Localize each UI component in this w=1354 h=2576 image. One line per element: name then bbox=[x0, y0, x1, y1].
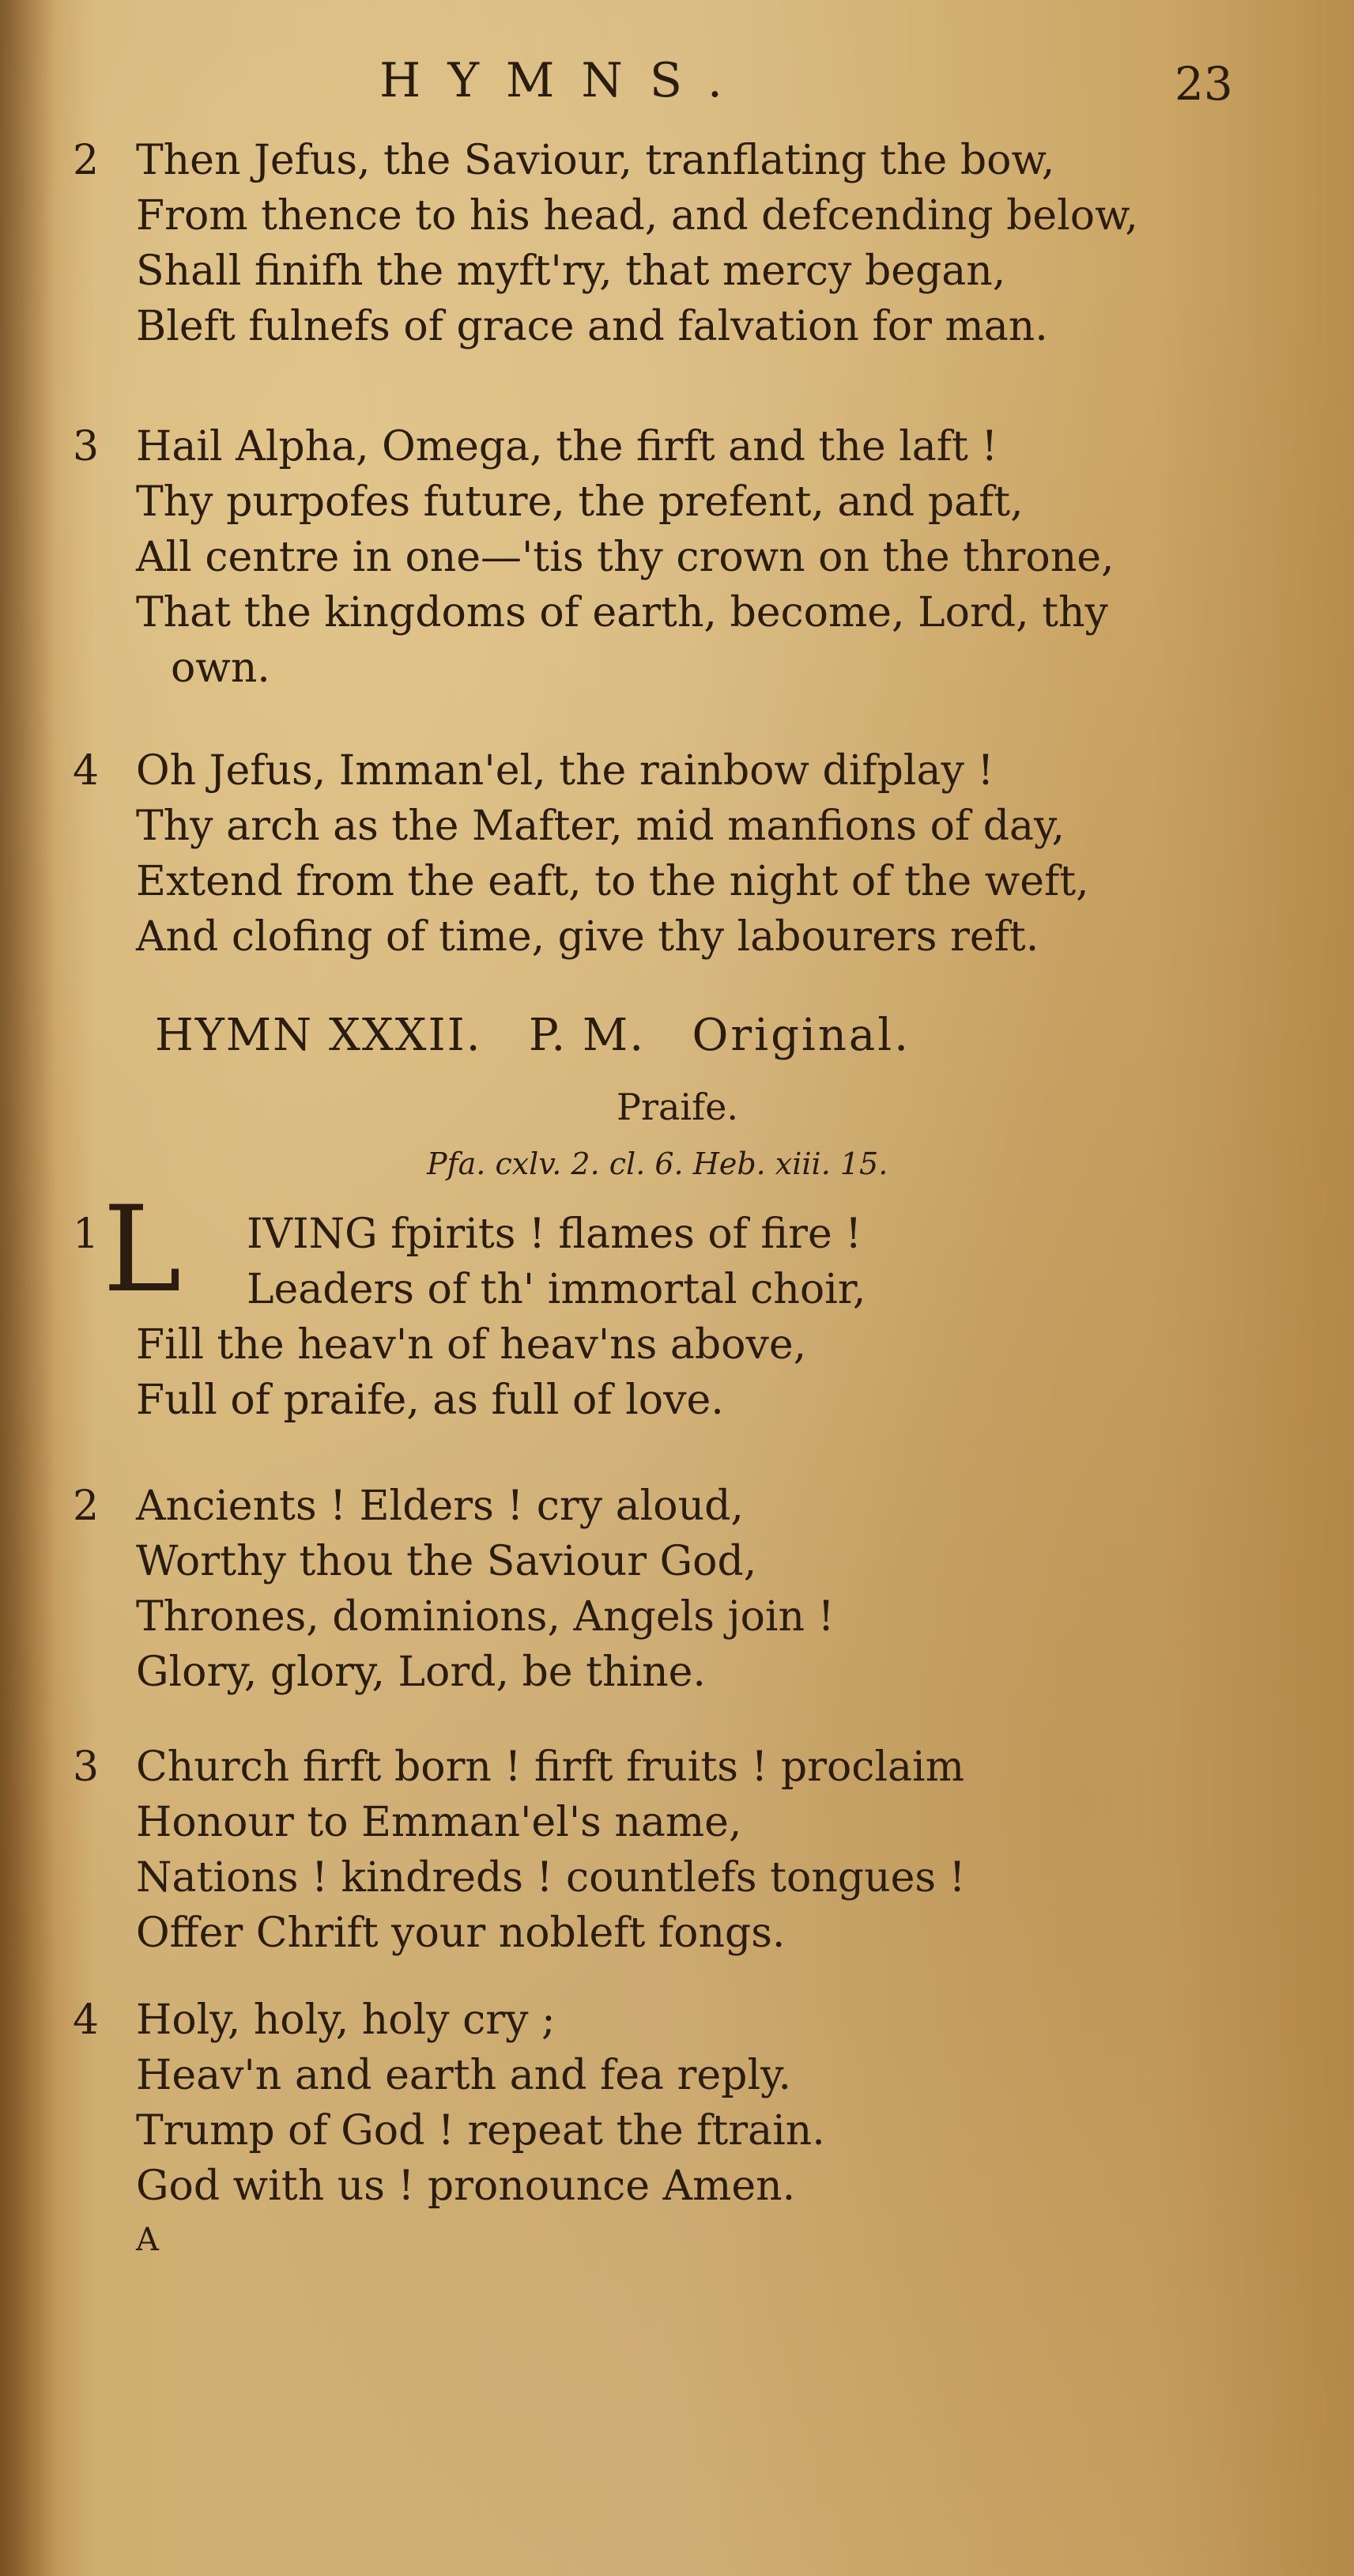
hymn-heading bbox=[155, 1006, 911, 1066]
spine-shadow bbox=[0, 0, 55, 2576]
stanza-prev-3 bbox=[73, 419, 1115, 696]
stanza-hymn-2 bbox=[73, 1479, 834, 1700]
verse-line: Worthy thou the Saviour God, bbox=[136, 1538, 757, 1585]
verse-line: From thence to his head, and defcending below, bbox=[136, 192, 1138, 240]
stanza-hymn-1 bbox=[73, 1207, 866, 1428]
verse-line: Extend from the eaft, to the night of the weft, bbox=[136, 858, 1089, 905]
stanza-number: 4 bbox=[73, 747, 100, 795]
verse-line: And clofing of time, give thy labourers reft. bbox=[136, 913, 1039, 961]
verse-line: Shall finifh the myft'ry, that mercy began, bbox=[136, 247, 1006, 295]
stanza-number: 2 bbox=[73, 1483, 100, 1530]
verse-line: own. bbox=[171, 644, 270, 692]
stanza-hymn-4 bbox=[73, 1992, 825, 2214]
verse-line: Ancients ! Elders ! cry aloud, bbox=[136, 1483, 744, 1530]
running-head: HYMNS. bbox=[379, 53, 749, 108]
stanza-prev-2 bbox=[73, 133, 1138, 354]
verse-line: Full of praife, as full of love. bbox=[136, 1377, 724, 1424]
drop-cap: L bbox=[103, 1181, 182, 1319]
hymn-metre: P. M. bbox=[529, 1010, 646, 1061]
page-number: 23 bbox=[1175, 57, 1233, 111]
stanza-number: 4 bbox=[73, 1996, 100, 2044]
verse-line: Thrones, dominions, Angels join ! bbox=[136, 1593, 835, 1641]
verse-line: Bleft fulnefs of grace and falvation for man. bbox=[136, 303, 1048, 350]
verse-line: Church firft born ! firft fruits ! proclaim bbox=[136, 1743, 964, 1791]
hymn-subject: Praife. bbox=[617, 1086, 738, 1128]
verse-line: God with us ! pronounce Amen. bbox=[136, 2162, 796, 2210]
verse-line: Oh Jefus, Imman'el, the rainbow difplay ! bbox=[136, 747, 994, 795]
verse-line: Heav'n and earth and fea reply. bbox=[136, 2052, 792, 2099]
verse-line: Nations ! kindreds ! countlefs tongues ! bbox=[136, 1854, 966, 1902]
stanza-number: 3 bbox=[73, 1743, 100, 1791]
verse-line: Thy arch as the Mafter, mid manfions of day, bbox=[136, 803, 1065, 850]
scripture-reference: Pfa. cxlv. 2. cl. 6. Heb. xiii. 15. bbox=[427, 1146, 888, 1181]
verse-line: All centre in one—'tis thy crown on the throne, bbox=[136, 534, 1115, 581]
verse-line: Leaders of th' immortal choir, bbox=[247, 1266, 866, 1313]
hymn-title: HYMN XXXII. bbox=[155, 1010, 482, 1061]
stanza-hymn-3 bbox=[73, 1739, 965, 1961]
verse-line: Then Jefus, the Saviour, tranflating the bow, bbox=[136, 137, 1055, 184]
verse-line: Glory, glory, Lord, be thine. bbox=[136, 1649, 706, 1696]
stanza-number: 2 bbox=[73, 137, 100, 184]
verse-line: Honour to Emman'el's name, bbox=[136, 1799, 742, 1846]
verse-line: Hail Alpha, Omega, the firft and the laft ! bbox=[136, 423, 998, 470]
stanza-prev-4 bbox=[73, 743, 1089, 965]
verse-line: Fill the heav'n of heav'ns above, bbox=[136, 1321, 807, 1369]
verse-line: Trump of God ! repeat the ftrain. bbox=[136, 2107, 825, 2155]
hymn-source: Original. bbox=[692, 1010, 911, 1061]
verse-line: Offer Chrift your nobleft fongs. bbox=[136, 1909, 786, 1957]
verse-line: IVING fpirits ! flames of fire ! bbox=[247, 1211, 862, 1258]
verse-line: That the kingdoms of earth, become, Lord, thy bbox=[136, 589, 1108, 636]
verse-line: Thy purpofes future, the prefent, and paft, bbox=[136, 478, 1024, 526]
stanza-number: 1 bbox=[73, 1211, 100, 1258]
stanza-number: 3 bbox=[73, 423, 100, 470]
signature-mark: A bbox=[136, 2222, 159, 2258]
verse-line: Holy, holy, holy cry ; bbox=[136, 1996, 556, 2044]
